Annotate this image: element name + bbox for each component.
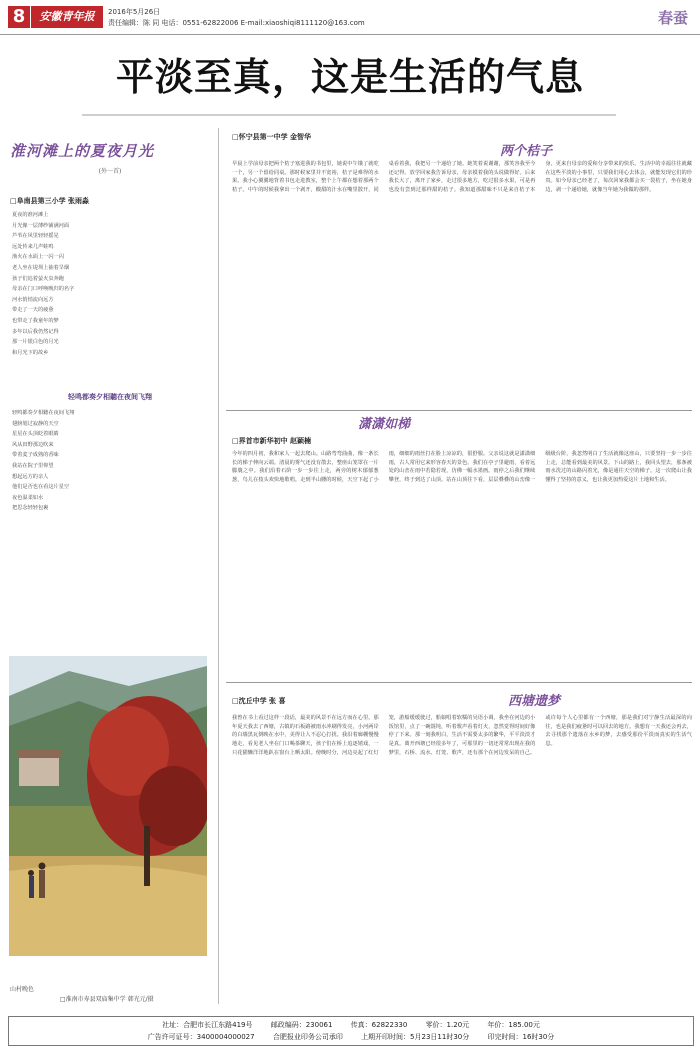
article1-title: 淮河滩上的夏夜月光 xyxy=(10,142,155,160)
paper-name-logo: 安徽青年报 xyxy=(31,6,103,28)
footer-row-1 xyxy=(9,1020,693,1030)
article3-title: 潇潇如梯 xyxy=(358,417,411,432)
footer-fax: 传真：62822330 xyxy=(350,1021,408,1029)
editor-contact: 责任编辑：陈 同 电话：0551-62822006 E-mail:xiaoshiqi8111120@163.com xyxy=(108,19,365,27)
divider-1 xyxy=(226,410,692,411)
divider-2 xyxy=(226,682,692,683)
footer-row-2 xyxy=(9,1032,693,1042)
page-number: 8 xyxy=(8,6,30,28)
footer-ad-license: 广告许可证号：3400004000027 xyxy=(147,1033,255,1041)
article1-subtitle: (外一首) xyxy=(98,168,122,175)
article1-subtitle2: 轻鸣都奏夕相聽在夜间飞翔 xyxy=(68,393,152,401)
page-footer xyxy=(8,1016,694,1046)
section-name: 春蚕 xyxy=(657,9,688,27)
footer-annual-price: 年价：185.00元 xyxy=(487,1021,540,1029)
landscape-photo xyxy=(9,656,207,956)
article3-body: 今年的四月初，我和家人一起去爬山。山路弯弯曲曲，像一条长长的梯子伸向云端。清晨的雾气还没有散去，整座山笼罩在一片朦胧之中。我们沿着石阶一步一步往上走，两旁的树木郁郁葱葱，鸟儿在枝头欢快地歌唱。走到半山腰的时候，天空下起了小雨，细细的雨丝打在脸上凉凉的，很舒服。父亲说这就是潇潇细雨，古人常用它来形容春天的景色。我们在亭子里避雨，看着远处的山峦在雨中若隐若现，仿佛一幅水墨画。雨停之后我们继续攀登，终于到达了山顶。站在山顶往下看，层层叠叠的山峦像一级级台阶，我忽然明白了生活就像这座山，只要坚持一步一步往上走，总能看到最美的风景。下山的路上，我回头望去，那条被雨水洗过的山路闪着光，像是通往天空的梯子。这一次爬山让我懂得了坚持的意义，也让我更加热爱这片土地和生活。 xyxy=(232,451,692,484)
article2-title: 两个桔子 xyxy=(500,144,553,159)
footer-print-end: 印完时间：16时30分 xyxy=(487,1033,555,1041)
article3-byline: □界首市新华初中 赵颖楠 xyxy=(232,437,312,445)
photo-caption: 山村晚色 xyxy=(10,986,35,993)
article1-poem2: 轻鸣都奏夕相聽在夜间飞翔 翅膀划过寂静的天空 星星在头顶眨着眼睛 风从田野那边吹来 带着麦子成熟的香味 我站在院子里仰望 想起远方的亲人 他们是否也在看这片星空 夜色温柔如水 把思念轻轻包裹 xyxy=(12,410,75,512)
footer-printer: 合肥报业印务公司承印 xyxy=(272,1033,343,1041)
article4-body: 我曾在书上看过这样一段话，最美的风景不在远方而在心里。那年夏天我去了西塘，古镇的石板路被雨水冲刷得发亮，小河两岸的白墙黑瓦倒映在水中，美得让人不忍心打扰。我沿着廊棚慢慢地走，看见老人坐在门口喝茶聊天，孩子们在桥上追逐嬉戏，一只花猫懒洋洋地趴在窗台上晒太阳。傍晚时分，河边亮起了红灯笼，游船缓缓驶过，船娘唱着软糯的吴语小调，我坐在河边的小饭馆里，点了一碗馄饨，听着歌声看着灯火，忽然觉得时间好像停了下来。那一刻我明白，生活不需要太多的繁华，平平淡淡才是真。离开西塘已经很多年了，可那里的一切还常常出现在我的梦里，石桥、流水、灯笼、歌声，还有那个在河边发呆的自己。或许每个人心里都有一个西塘，那是我们对宁静生活最深的向往，也是我们疲惫时可以回去的地方。我想有一天我还会再去，去寻找那个遗落在水乡的梦，去感受那份平淡而真实的生活气息。 xyxy=(232,715,692,756)
article1-byline: □阜南县第三小学 张雨淼 xyxy=(10,197,90,205)
article2-body: 早晨上学前母亲把两个桔子塞进我的书包里，她说中午饿了就吃一个，另一个留给同桌。那时候家里并不宽裕，桔子是难得的水果。我小心翼翼地背着书包走进教室，整个上午都在想着那两个桔子。中午的时候我拿出一个剥开，酸甜的汁水在嘴里散开，同桌看着我，我把另一个递给了她。她笑着说谢谢，那笑容我至今还记得。放学回家我告诉母亲，母亲摸着我的头说做得好。后来我长大了，离开了家乡，走过很多地方，吃过很多水果，可是再也没有尝到过那样甜的桔子。我知道那甜味不只是来自桔子本身，更来自母亲的爱和分享带来的快乐。生活中的幸福往往就藏在这些平淡的小事里，只要我们用心去体会，就能发现它们的珍贵。如今母亲已经老了，每次回家我都会买一袋桔子，坐在她身边，剥一个递给她，就像当年她为我做的那样。 xyxy=(232,161,692,194)
footer-address: 社址：合肥市长江东路419号 xyxy=(162,1021,253,1029)
footer-print-start: 上期开印时间：5月23日11时30分 xyxy=(361,1033,470,1041)
article1-poem: 夏夜的淮河滩上 月光像一层薄纱铺满河面 芦苇在风里轻轻摇晃 远处传来几声蛙鸣 渔火在水面上一闪一闪 老人坐在堤坝上抽着旱烟 孩子们追着萤火虫奔跑 母亲在门口呼唤晚归的名字 河水悄悄流向远方 带走了一天的疲惫 也带走了我童年的梦 多年以后我仍然记得 那一片银白色的月光 和月光下的故乡 xyxy=(12,212,75,356)
photo-credit: □淮南市寿县双庙集中学 韩光元/摄 xyxy=(60,996,154,1003)
issue-date: 2016年5月26日 xyxy=(108,8,161,16)
headline-underline xyxy=(82,114,616,116)
article4-byline: □沈丘中学 张 喜 xyxy=(232,697,286,705)
footer-postcode: 邮政编码：230061 xyxy=(270,1021,333,1029)
article2-byline: □怀宁县第一中学 金智华 xyxy=(232,133,312,141)
footer-single-price: 零价：1.20元 xyxy=(425,1021,470,1029)
page-headline: 平淡至真，这是生活的气息 xyxy=(115,54,584,99)
article4-title: 西塘遗梦 xyxy=(508,694,561,709)
